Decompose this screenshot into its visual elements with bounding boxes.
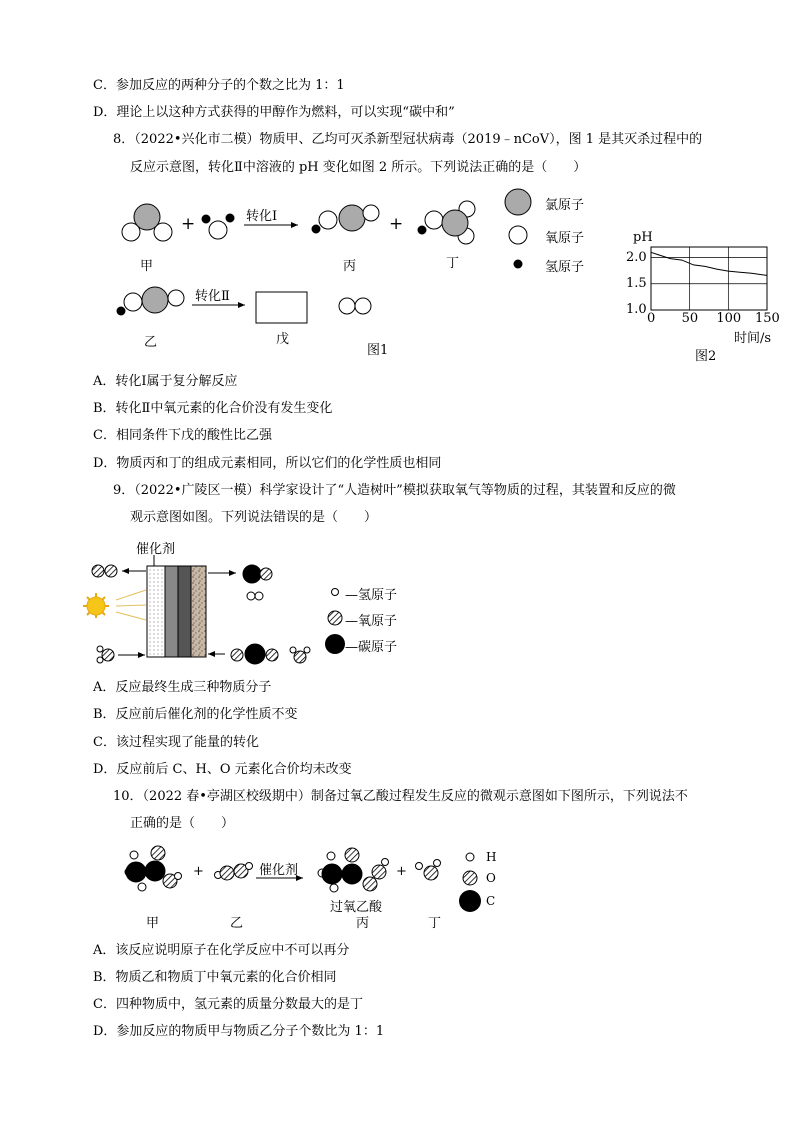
fig1-caption: 图1 — [367, 343, 389, 358]
q10-option-c: C．四种物质中，氢元素的质量分数最大的是丁 — [93, 997, 363, 1012]
q8-option-c: C．相同条件下戊的酸性比乙强 — [93, 428, 272, 443]
fig9-co-out — [243, 565, 272, 583]
q8-option-b: B．转化Ⅱ中氧元素的化合价没有发生变化 — [93, 401, 333, 416]
q7-option-c: C．参加反应的两种分子的个数之比为 1：1 — [93, 78, 345, 93]
fig10-molecule-yi — [215, 863, 253, 881]
q9-option-d: D．反应前后 C、H、O 元素化合价均未改变 — [93, 762, 352, 777]
fig1-legend-cl-label: 氯原子 — [545, 198, 585, 213]
fig9-o2-out — [92, 565, 117, 577]
fig9-device — [147, 555, 206, 657]
q9-stem-line1: 9．（2022•广陵区一模）科学家设计了“人造树叶”模拟获取氧气等物质的过程，其装置和反应的微 — [113, 483, 676, 498]
fig1-label-convert1: 转化Ⅰ — [246, 209, 278, 224]
fig2-ytick-label: 1.5 — [626, 275, 647, 291]
fig1-molecule-o2 — [339, 298, 371, 314]
fig9-legend-h-label: —氢原子 — [345, 588, 398, 603]
fig1-label-bing: 丙 — [343, 259, 357, 274]
fig2-ytick-label: 1.0 — [626, 302, 647, 317]
fig10-label-jia: 甲 — [146, 916, 160, 931]
q8-option-d: D．物质丙和丁的组成元素相同，所以它们的化学性质也相同 — [93, 456, 442, 471]
sun-icon — [83, 593, 109, 618]
light-rays — [116, 590, 146, 620]
fig1-molecule-bing — [312, 205, 379, 233]
fig1-box-wu — [256, 292, 307, 323]
fig10-legend-h-label: H — [486, 850, 497, 864]
fig9-label-catalyst: 催化剂 — [136, 542, 176, 557]
q10-option-b: B．物质乙和物质丁中氧元素的化合价相同 — [93, 970, 337, 985]
fig1-molecule-h2o2-like — [202, 214, 234, 239]
fig10-molecule-ding — [416, 860, 441, 881]
q8-stem-line2: 反应示意图，转化Ⅱ中溶液的 pH 变化如图 2 所示。下列说法正确的是（ ） — [130, 160, 587, 175]
fig2-caption: 图2 — [695, 349, 717, 364]
q7-option-d: D．理论上以这种方式获得的甲醇作为燃料，可以实现“碳中和” — [93, 105, 455, 120]
fig1-molecule-yi — [117, 287, 184, 315]
fig10-legend-c — [459, 890, 481, 912]
fig10-label-catalyst: 催化剂 — [259, 863, 299, 878]
fig2-xtick-label: 50 — [681, 311, 699, 326]
fig2-xtick-label: 150 — [755, 311, 780, 326]
fig1-plus-2: + — [389, 214, 404, 234]
fig1-molecule-ding — [418, 201, 475, 244]
fig9-legend-c-label: —碳原子 — [345, 640, 398, 655]
legend-o-atom — [509, 226, 527, 244]
fig1-plus-1: + — [181, 214, 196, 234]
q10-option-a: A．该反应说明原子在化学反应中不可以再分 — [93, 943, 350, 958]
fig9-co2-in — [231, 644, 278, 664]
fig10-legend-o — [463, 871, 477, 885]
fig10-plus-1: + — [193, 864, 204, 879]
fig2-ytick-label: 2.0 — [626, 249, 647, 265]
fig1-label-convert2: 转化Ⅱ — [195, 289, 230, 304]
q9-option-b: B．反应前后催化剂的化学性质不变 — [93, 707, 298, 722]
fig1-legend-o-label: 氧原子 — [545, 231, 585, 246]
legend-h-atom — [514, 260, 523, 269]
q9-stem-line2: 观示意图如图。下列说法错误的是（ ） — [130, 510, 378, 525]
fig10-label-product-name: 过氧乙酸 — [330, 900, 383, 915]
q10-option-d: D．参加反应的物质甲与物质乙分子个数比为 1：1 — [93, 1024, 385, 1039]
q9-option-c: C．该过程实现了能量的转化 — [93, 735, 259, 750]
q8-stem-line1: 8．（2022•兴化市二模）物质甲、乙均可灭杀新型冠状病毒（2019﹣nCoV），图 1 是其灭杀过程中的 — [113, 132, 703, 147]
fig2-xtick-label: 0 — [647, 311, 656, 326]
fig9-h2o-in — [97, 646, 114, 663]
fig9-legend-o-label: —氧原子 — [345, 614, 398, 629]
q9-option-a: A．反应最终生成三种物质分子 — [93, 680, 272, 695]
fig2-xlabel: 时间/s — [734, 331, 772, 346]
fig9-h2-out — [247, 592, 263, 600]
fig10-label-ding: 丁 — [428, 916, 442, 931]
fig10-legend-c-label: C — [486, 894, 496, 908]
fig9-legend-c — [325, 634, 345, 654]
fig1-label-ding: 丁 — [446, 256, 460, 271]
fig9-legend-o — [328, 611, 342, 625]
fig9-h2o-in-right — [290, 647, 310, 663]
fig1-label-wu: 戊 — [276, 332, 290, 347]
fig2-chart — [651, 247, 767, 310]
fig10-molecule-jia — [125, 846, 182, 891]
fig10-legend-h — [466, 853, 474, 861]
fig1-molecule-jia — [122, 204, 172, 241]
q10-stem-line2: 正确的是（ ） — [130, 816, 235, 831]
q10-stem-line1: 10．（2022 春•亭湖区校级期中）制备过氧乙酸过程发生反应的微观示意图如下图所示，下列说法不 — [113, 789, 688, 804]
fig10-molecule-bing — [318, 848, 389, 892]
fig1-label-jia: 甲 — [140, 259, 154, 274]
fig2-xtick-label: 100 — [716, 311, 742, 326]
fig1-legend-h-label: 氢原子 — [545, 260, 585, 275]
fig2-ylabel: pH — [633, 230, 653, 245]
legend-cl-atom — [505, 189, 531, 215]
fig9-legend-h — [332, 589, 339, 596]
fig10-plus-2: + — [396, 864, 407, 879]
q8-option-a: A．转化Ⅰ属于复分解反应 — [93, 374, 238, 389]
fig10-label-yi: 乙 — [230, 916, 244, 931]
fig1-label-yi: 乙 — [144, 335, 158, 350]
fig10-legend-o-label: O — [486, 871, 496, 885]
fig10-label-bing: 丙 — [356, 916, 370, 931]
